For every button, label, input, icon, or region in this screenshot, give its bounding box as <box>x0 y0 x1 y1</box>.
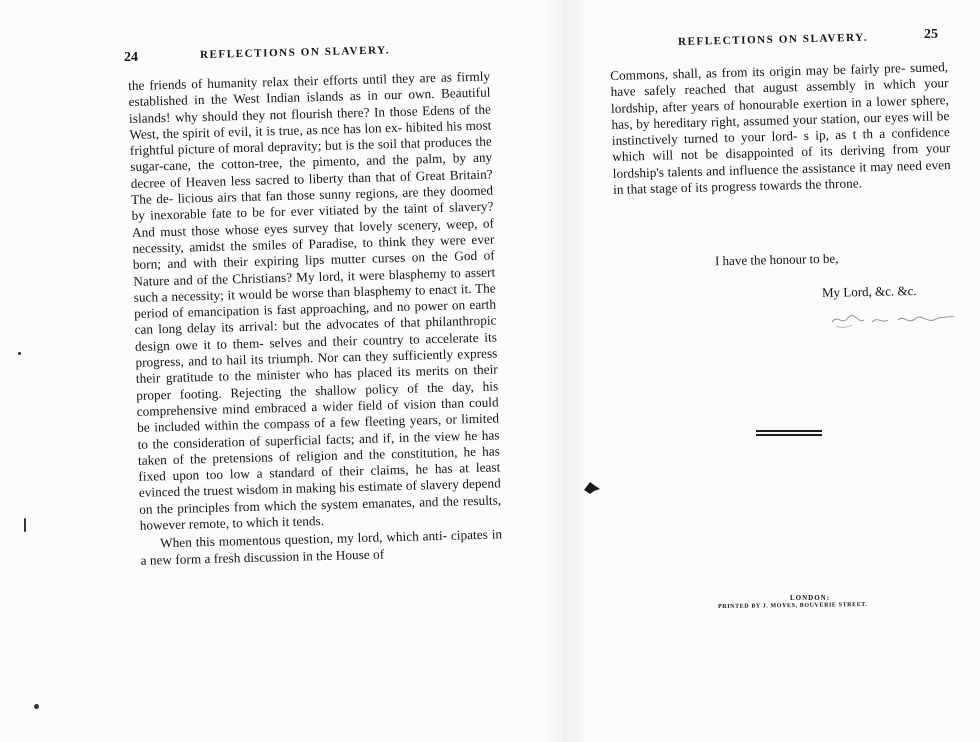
double-rule <box>756 430 822 436</box>
body-text-right <box>610 59 951 198</box>
rule-line <box>756 434 822 436</box>
book-gutter <box>540 0 590 742</box>
ink-speck <box>18 352 21 355</box>
imprint-city: LONDON: <box>790 594 831 602</box>
paragraph: Commons, shall, as from its origin may be fairly pre- sumed, have safely reached that august assembly in which your lordship, after years of honourable exertion in a lower sphere, has, by hereditary right, assumed your station, our eyes will be instinctively turned to your lord- s ip, as t th a confidence which will not be disappointed of its deriving from your lordship's talents and influence the assistance it may need even in that stage of its progress towards the throne. <box>610 59 951 198</box>
ink-blot <box>582 480 602 496</box>
page-number-left: 24 <box>124 50 138 65</box>
paragraph: the friends of humanity relax their efforts until they are as firmly established in the West Indian islands as in our own. Beautiful islands! why should they not flourish there? In those Edens of the West, the spirit of evil, it is true, as nce has lon ex- hibited his most frightful picture of moral depravity; but is the soil that produces the sugar-cane, the cotton-tree, the pimento, and the palm, by any decree of Heaven less sacred to liberty than that of Great Britain? The de- licious airs that fan those sunny regions, are they doomed by inexorable fate to be for ever vitiated by the taint of slavery? And must those whose eyes survey that lovely scenery, weep, of necessity, amidst the smiles of Paradise, to think they were ever born; and with their expiring lips mutter curses on the God of Nature and of the Christians? My lord, it were blasphemy to assert such a necessity; it would be worse than blasphemy to enact it. The period of emancipation is fast approaching, and no power on earth can long delay its arrival: but the advocates of that philanthropic design owe it to them- selves and their country to accelerate its progress, and to hail its triumph. Nor can they sufficiently express their gratitude to the minister who has placed its merits on their proper footing. Rejecting the shallow policy of the day, his comprehensive mind embraced a wider field of vision than could be included within the compass of a few fleeting years, or limited to the consideration of superficial facts; and if, in the view he has taken of the pretensions of religion and the constitution, he has fixed upon too low a standard of their claims, he has at least evinced the truest wisdom in making his estimate of slavery depend on the principles from which the system emanates, and the results, however remote, to which it tends. <box>128 68 502 533</box>
ink-speck <box>34 704 39 709</box>
running-head-right: REFLECTIONS ON SLAVERY. <box>677 31 869 48</box>
salutation: My Lord, &c. &c. <box>821 283 917 300</box>
paragraph: When this momentous question, my lord, which anti- cipates in a new form a fresh discussion in the House of <box>140 526 503 568</box>
right-page <box>590 0 980 742</box>
signature-image <box>828 306 956 332</box>
body-text-left <box>128 69 503 569</box>
imprint-printer: PRINTED BY J. MOYES, BOUVERIE STREET. <box>717 601 868 611</box>
running-head-left: REFLECTIONS ON SLAVERY. <box>199 44 391 61</box>
page-number-right: 25 <box>924 27 938 42</box>
rule-line <box>756 430 822 432</box>
ink-speck <box>24 518 26 532</box>
closing-line: I have the honour to be, <box>714 250 839 269</box>
